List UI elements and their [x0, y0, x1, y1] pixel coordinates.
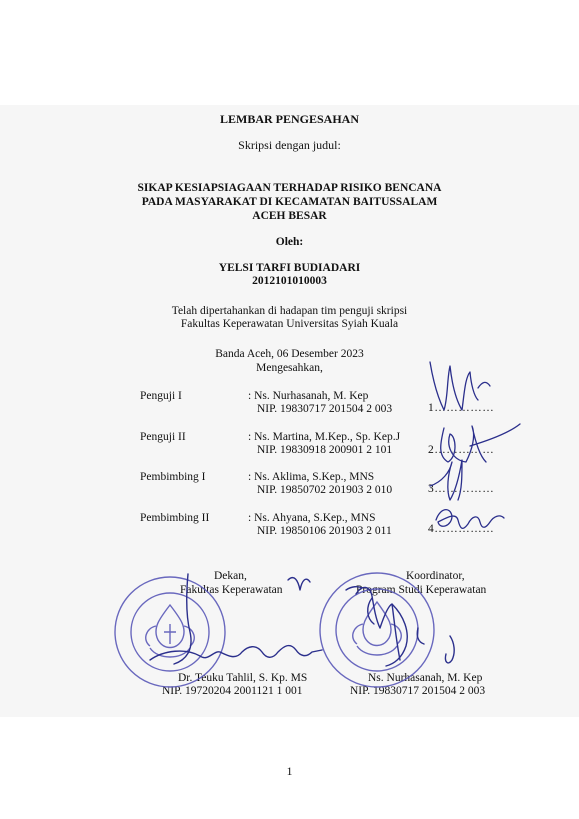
examiner-name: : Ns. Martina, M.Kep., Sp. Kep.J [248, 431, 401, 443]
dean-name: Dr. Teuku Tahlil, S. Kp. MS [178, 672, 308, 684]
thesis-title-line-2: PADA MASYARAKAT DI KECAMATAN BAITUSSALAM [141, 196, 438, 208]
coordinator-name: Ns. Nurhasanah, M. Kep [368, 672, 483, 684]
coordinator-title: Koordinator, [406, 570, 465, 582]
examiner-name: : Ns. Aklima, S.Kep., MNS [248, 471, 375, 483]
signature-line: 1…………… [428, 402, 495, 414]
examiner-role: Penguji I [140, 390, 182, 402]
signature-line: 3…………… [428, 483, 495, 495]
by-label: Oleh: [275, 236, 304, 248]
dean-title: Dekan, [214, 570, 247, 582]
subheading: Skripsi dengan judul: [238, 138, 341, 152]
examiner-name: : Ns. Ahyana, S.Kep., MNS [248, 512, 376, 524]
thesis-title-line-3: ACEH BESAR [252, 210, 327, 222]
examiner-nip: NIP. 19850106 201903 2 011 [257, 525, 392, 537]
page-heading: LEMBAR PENGESAHAN [219, 112, 359, 126]
page-number: 1 [286, 764, 293, 778]
coordinator-nip: NIP. 19830717 201504 2 003 [350, 685, 486, 697]
examiner-nip: NIP. 19850702 201903 2 010 [257, 484, 393, 496]
examiner-role: Pembimbing II [140, 512, 210, 524]
signature-line: 2…………… [428, 444, 495, 456]
author-id: 2012101010003 [252, 275, 327, 287]
examiner-nip: NIP. 19830717 201504 2 003 [257, 403, 393, 415]
dean-faculty: Fakultas Keperawatan [180, 584, 283, 596]
examiner-role: Pembimbing I [140, 471, 206, 483]
signature-line: 4…………… [428, 523, 495, 535]
approved-label: Mengesahkan, [256, 362, 323, 374]
author-name: YELSI TARFI BUDIADARI [218, 262, 361, 274]
thesis-title-line-1: SIKAP KESIAPSIAGAAN TERHADAP RISIKO BENCANA [137, 182, 442, 194]
dean-nip: NIP. 19720204 2001121 1 001 [162, 685, 303, 697]
defense-line-1: Telah dipertahankan di hadapan tim penguji skripsi [171, 305, 408, 317]
coordinator-program: Program Studi Keperawatan [356, 584, 487, 596]
examiner-nip: NIP. 19830918 200901 2 101 [257, 444, 393, 456]
examiner-role: Penguji II [140, 431, 186, 443]
examiner-name: : Ns. Nurhasanah, M. Kep [248, 390, 369, 402]
place-date: Banda Aceh, 06 Desember 2023 [215, 348, 364, 360]
defense-line-2: Fakultas Keperawatan Universitas Syiah Kuala [180, 318, 399, 330]
